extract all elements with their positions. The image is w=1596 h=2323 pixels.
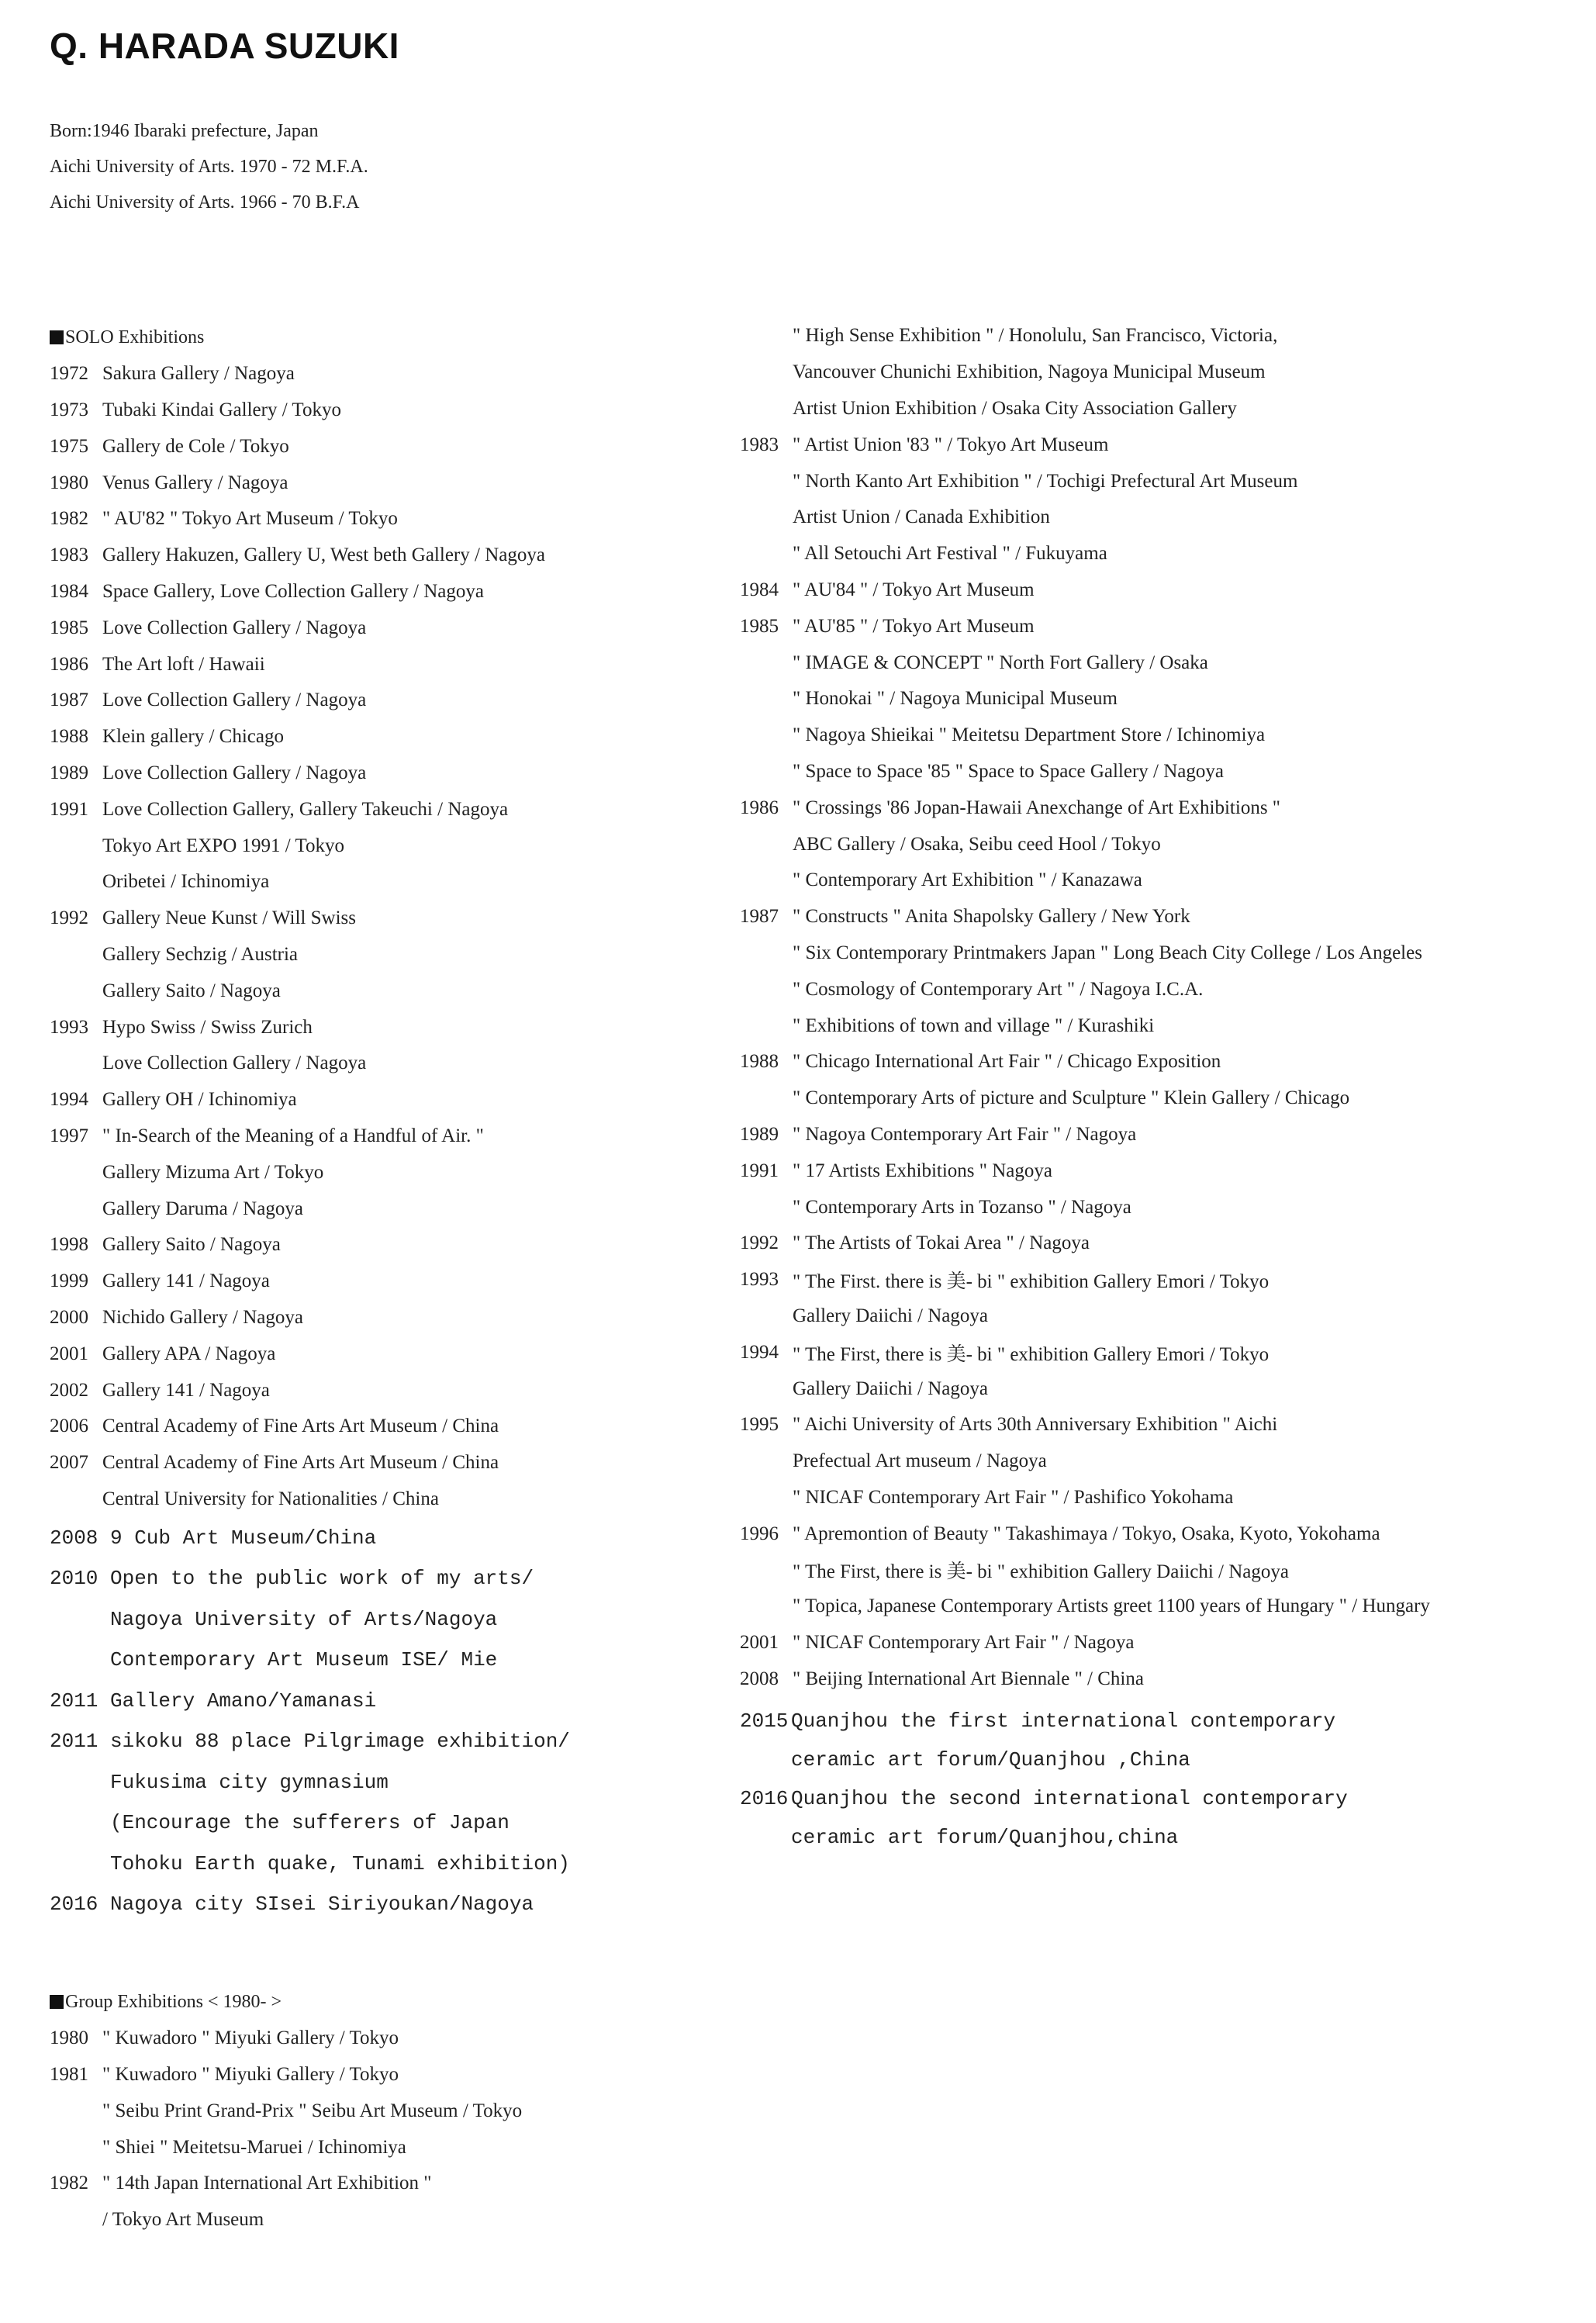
entry-text: / Tokyo Art Museum: [102, 2209, 264, 2231]
entry-text: Fukusima city gymnasium: [110, 1770, 389, 1794]
entry-year: 1986: [740, 797, 779, 818]
solo-list-late: [50, 1517, 763, 1924]
entry-text: Prefectual Art museum / Nagoya: [793, 1450, 1047, 1472]
group-exhibitions-continued: [740, 318, 1562, 1857]
entry-text: Gallery Saito / Nagoya: [102, 980, 281, 1001]
entry-year: 1998: [50, 1234, 88, 1256]
entry-year: 1994: [740, 1341, 779, 1363]
entry-text: Central Academy of Fine Arts Art Museum / China: [102, 1452, 499, 1474]
exhibition-entry: [740, 1262, 1562, 1298]
entry-year: 2016: [50, 1893, 98, 1917]
entry-year: 2011: [50, 1689, 98, 1713]
entry-year: 1992: [50, 907, 88, 929]
entry-text: Gallery Mizuma Art / Tokyo: [102, 1161, 324, 1183]
entry-year: 1991: [740, 1160, 779, 1181]
entry-text: " Crossings '86 Jopan-Hawaii Anexchange of Art Exhibitions ": [793, 797, 1281, 818]
entry-year: 1975: [50, 435, 88, 457]
exhibition-entry: [50, 1640, 763, 1681]
exhibition-entry: [50, 392, 763, 429]
exhibition-entry: [50, 356, 763, 392]
entry-year: 2011: [50, 1730, 98, 1754]
entry-text: Love Collection Gallery / Nagoya: [102, 617, 367, 638]
exhibition-entry: [50, 610, 763, 646]
entry-year: 1992: [740, 1232, 779, 1254]
entry-year: 2000: [50, 1306, 88, 1328]
entry-text: " NICAF Contemporary Art Fair " / Pashifico Yokohama: [793, 1486, 1234, 1508]
exhibition-entry: [50, 1803, 763, 1844]
entry-year: 1988: [50, 726, 88, 748]
entry-text: Nagoya city SIsei Siriyoukan/Nagoya: [110, 1893, 534, 1917]
exhibition-entry: [740, 1552, 1562, 1588]
entry-text: Gallery OH / Ichinomiya: [102, 1089, 297, 1111]
exhibition-entry: [50, 1118, 763, 1155]
exhibition-entry: [740, 1741, 1562, 1779]
entry-text: " Beijing International Art Biennale " / China: [793, 1668, 1144, 1689]
exhibition-entry: [740, 1407, 1562, 1443]
entry-year: 1997: [50, 1125, 88, 1146]
entry-year: 1983: [50, 544, 88, 566]
solo-list: [50, 356, 763, 1518]
exhibition-entry: [50, 2057, 522, 2093]
entry-year: 1991: [50, 798, 88, 820]
entry-text: Artist Union / Canada Exhibition: [793, 506, 1050, 528]
exhibition-entry: [50, 646, 763, 683]
entry-text: Gallery Daiichi / Nagoya: [793, 1378, 988, 1399]
exhibition-entry: [50, 1721, 763, 1762]
exhibition-entry: [50, 1009, 763, 1046]
entry-year: 1996: [740, 1523, 779, 1544]
exhibition-entry: [740, 1779, 1562, 1818]
entry-text: ceramic art forum/Quanjhou ,China: [791, 1748, 1190, 1772]
entry-text: Central University for Nationalities / China: [102, 1488, 439, 1509]
entry-year: 1993: [50, 1016, 88, 1038]
entry-text: " North Kanto Art Exhibition " / Tochigi Prefectural Art Museum: [793, 470, 1298, 492]
entry-text: Love Collection Gallery / Nagoya: [102, 690, 367, 711]
exhibition-entry: [740, 427, 1562, 463]
group-title: Group Exhibitions < 1980- >: [65, 1991, 282, 2012]
exhibition-entry: [50, 828, 763, 864]
exhibition-entry: [740, 1334, 1562, 1371]
exhibition-entry: [740, 1080, 1562, 1117]
bio-line: Aichi University of Arts. 1966 - 70 B.F.A: [50, 192, 360, 213]
entry-text: " Shiei " Meitetsu-Maruei / Ichinomiya: [102, 2136, 406, 2158]
entry-year: 1986: [50, 653, 88, 675]
entry-text: Love Collection Gallery / Nagoya: [102, 762, 367, 783]
entry-text: " AU'85 " / Tokyo Art Museum: [793, 615, 1035, 637]
exhibition-entry: [50, 973, 763, 1009]
entry-text: Quanjhou the second international contemporary: [791, 1787, 1348, 1811]
entry-text: Gallery Daruma / Nagoya: [102, 1198, 303, 1219]
entry-text: " Aichi University of Arts 30th Anniversary Exhibition " Aichi: [793, 1414, 1278, 1436]
exhibition-entry: [50, 1300, 763, 1336]
exhibition-entry: [50, 2129, 522, 2166]
entry-year: 1973: [50, 399, 88, 420]
exhibition-entry: [50, 1445, 763, 1481]
group-list: [50, 2021, 522, 2238]
entry-text: " High Sense Exhibition " / Honolulu, San Francisco, Victoria,: [793, 325, 1278, 347]
exhibition-entry: [50, 683, 763, 719]
exhibition-entry: [740, 681, 1562, 717]
entry-year: 1985: [740, 615, 779, 637]
entry-year: 2010: [50, 1567, 98, 1591]
exhibition-entry: [50, 2021, 522, 2057]
entry-text: Gallery de Cole / Tokyo: [102, 435, 289, 457]
exhibition-entry: [50, 1046, 763, 1082]
entry-text: " Cosmology of Contemporary Art " / Nagoya I.C.A.: [793, 978, 1204, 1000]
entry-year: 1989: [50, 762, 88, 783]
entry-year: 1972: [50, 363, 88, 385]
exhibition-entry: [50, 465, 763, 501]
exhibition-entry: [740, 1516, 1562, 1552]
entry-text: ABC Gallery / Osaka, Seibu ceed Hool / Tokyo: [793, 833, 1161, 855]
exhibition-entry: [50, 1680, 763, 1721]
entry-text: Gallery Saito / Nagoya: [102, 1234, 281, 1256]
exhibition-entry: [740, 935, 1562, 972]
entry-text: " 17 Artists Exhibitions " Nagoya: [793, 1160, 1052, 1181]
entry-text: Oribetei / Ichinomiya: [102, 871, 270, 893]
entry-year: 1983: [740, 434, 779, 455]
entry-text: Nagoya University of Arts/Nagoya: [110, 1607, 498, 1631]
exhibition-entry: [740, 608, 1562, 645]
exhibition-entry: [50, 1336, 763, 1372]
entry-text: " Six Contemporary Printmakers Japan " Long Beach City College / Los Angeles: [793, 942, 1422, 963]
entry-year: 1987: [740, 906, 779, 928]
entry-year: 1989: [740, 1123, 779, 1145]
exhibition-entry: [740, 1480, 1562, 1516]
exhibition-entry: [740, 754, 1562, 790]
entry-text: " Topica, Japanese Contemporary Artists greet 1100 years of Hungary " / Hungary: [793, 1595, 1430, 1617]
entry-year: 1994: [50, 1089, 88, 1111]
artist-name: Q. HARADA SUZUKI: [50, 26, 399, 66]
exhibition-entry: [740, 899, 1562, 935]
exhibition-entry: [740, 645, 1562, 681]
entry-text: Artist Union Exhibition / Osaka City Association Gallery: [793, 397, 1237, 419]
entry-year: 2008: [50, 1526, 98, 1550]
solo-exhibitions: [50, 320, 763, 1924]
entry-text: " Exhibitions of town and village " / Kurashiki: [793, 1015, 1155, 1036]
entry-text: " 14th Japan International Art Exhibition ": [102, 2173, 432, 2194]
entry-year: 2002: [50, 1379, 88, 1401]
exhibition-entry: [740, 1443, 1562, 1480]
entry-text: " Kuwadoro " Miyuki Gallery / Tokyo: [102, 2063, 399, 2085]
entry-text: Tokyo Art EXPO 1991 / Tokyo: [102, 835, 345, 856]
entry-text: " NICAF Contemporary Art Fair " / Nagoya: [793, 1632, 1135, 1654]
entry-year: 1985: [50, 617, 88, 638]
entry-year: 1984: [740, 579, 779, 600]
entry-text: " Contemporary Arts in Tozanso " / Nagoya: [793, 1196, 1131, 1218]
exhibition-entry: [740, 500, 1562, 536]
exhibition-entry: [50, 1517, 763, 1558]
group-section-title: [50, 1984, 522, 2021]
exhibition-entry: [740, 826, 1562, 862]
exhibition-entry: [50, 719, 763, 755]
entry-text: Nichido Gallery / Nagoya: [102, 1306, 303, 1328]
entry-text: " IMAGE & CONCEPT " North Fort Gallery / Osaka: [793, 652, 1208, 673]
solo-section-title: [50, 320, 763, 356]
entry-year: 1982: [50, 2173, 88, 2194]
entry-year: 2016: [740, 1787, 789, 1811]
entry-text: " The First, there is 美- bi " exhibition Gallery Emori / Tokyo: [793, 1343, 1270, 1365]
entry-text: The Art loft / Hawaii: [102, 653, 265, 675]
entry-text: " Contemporary Art Exhibition " / Kanazawa: [793, 869, 1142, 891]
bio-line: Aichi University of Arts. 1970 - 72 M.F.A.: [50, 157, 368, 177]
exhibition-entry: [740, 717, 1562, 754]
entry-year: 2007: [50, 1452, 88, 1474]
exhibition-entry: [50, 1372, 763, 1409]
entry-year: 2001: [50, 1343, 88, 1364]
exhibition-entry: [50, 1154, 763, 1191]
exhibition-entry: [50, 1409, 763, 1445]
entry-year: 1988: [740, 1051, 779, 1073]
exhibition-entry: [740, 1189, 1562, 1225]
exhibition-entry: [50, 501, 763, 538]
exhibition-entry: [740, 1298, 1562, 1335]
entry-text: Quanjhou the first international contemporary: [791, 1709, 1336, 1734]
exhibition-entry: [50, 755, 763, 792]
exhibition-entry: [50, 1263, 763, 1300]
entry-year: 1993: [740, 1269, 779, 1291]
exhibition-entry: [50, 1761, 763, 1803]
entry-year: 2006: [50, 1416, 88, 1437]
exhibition-entry: [740, 971, 1562, 1008]
entry-year: 2001: [740, 1632, 779, 1654]
entry-year: 1984: [50, 580, 88, 602]
exhibition-entry: [740, 354, 1562, 391]
entry-text: " AU'84 " / Tokyo Art Museum: [793, 579, 1035, 600]
exhibition-entry: [740, 391, 1562, 427]
entry-text: " AU'82 " Tokyo Art Museum / Tokyo: [102, 508, 398, 530]
exhibition-entry: [50, 2166, 522, 2202]
entry-text: " Seibu Print Grand-Prix " Seibu Art Museum / Tokyo: [102, 2100, 523, 2121]
entry-text: Gallery Sechzig / Austria: [102, 943, 299, 965]
square-bullet-icon: [50, 330, 64, 344]
exhibition-entry: [740, 790, 1562, 826]
entry-year: 1999: [50, 1270, 88, 1292]
entry-year: 1982: [50, 508, 88, 530]
entry-text: Open to the public work of my arts/: [110, 1567, 534, 1591]
entry-text: " Nagoya Contemporary Art Fair " / Nagoya: [793, 1123, 1137, 1145]
entry-year: 2015: [740, 1709, 789, 1734]
exhibition-entry: [740, 1588, 1562, 1625]
entry-text: Klein gallery / Chicago: [102, 726, 284, 748]
entry-year: 1987: [50, 690, 88, 711]
solo-title: SOLO Exhibitions: [65, 327, 205, 347]
square-bullet-icon: [50, 1995, 64, 2009]
entry-text: Love Collection Gallery, Gallery Takeuchi / Nagoya: [102, 798, 509, 820]
entry-text: Venus Gallery / Nagoya: [102, 472, 288, 493]
entry-text: Love Collection Gallery / Nagoya: [102, 1053, 367, 1074]
entry-text: 9 Cub Art Museum/China: [110, 1526, 377, 1550]
exhibition-entry: [50, 428, 763, 465]
entry-year: 2008: [740, 1668, 779, 1689]
entry-year: 1995: [740, 1414, 779, 1436]
exhibition-entry: [740, 1625, 1562, 1661]
entry-text: " The First. there is 美- bi " exhibition Gallery Emori / Tokyo: [793, 1271, 1270, 1293]
exhibition-entry: [740, 1661, 1562, 1697]
entry-text: " Contemporary Arts of picture and Sculpture " Klein Gallery / Chicago: [793, 1087, 1350, 1109]
exhibition-entry: [740, 1117, 1562, 1153]
entry-text: " Apremontion of Beauty " Takashimaya / Tokyo, Osaka, Kyoto, Yokohama: [793, 1523, 1380, 1544]
entry-text: " Constructs " Anita Shapolsky Gallery / New York: [793, 906, 1190, 928]
entry-text: (Encourage the sufferers of Japan: [110, 1811, 510, 1835]
exhibition-entry: [50, 574, 763, 610]
entry-text: Gallery 141 / Nagoya: [102, 1379, 270, 1401]
group-list-continued: [740, 318, 1562, 1697]
entry-text: " Kuwadoro " Miyuki Gallery / Tokyo: [102, 2027, 399, 2049]
exhibition-entry: [740, 318, 1562, 354]
exhibition-entry: [50, 1843, 763, 1884]
exhibition-entry: [740, 1225, 1562, 1262]
exhibition-entry: [50, 1227, 763, 1263]
exhibition-entry: [740, 1371, 1562, 1407]
entry-text: " Nagoya Shieikai " Meitetsu Department Store / Ichinomiya: [793, 724, 1266, 746]
entry-text: Tohoku Earth quake, Tunami exhibition): [110, 1851, 570, 1875]
exhibition-entry: [50, 901, 763, 937]
entry-text: " Space to Space '85 " Space to Space Gallery / Nagoya: [793, 760, 1224, 782]
exhibition-entry: [50, 864, 763, 901]
group-list-late: [740, 1702, 1562, 1857]
exhibition-entry: [50, 937, 763, 973]
entry-text: Sakura Gallery / Nagoya: [102, 363, 295, 385]
exhibition-entry: [740, 463, 1562, 500]
exhibition-entry: [740, 862, 1562, 899]
exhibition-entry: [50, 2202, 522, 2238]
entry-text: Space Gallery, Love Collection Gallery / Nagoya: [102, 580, 484, 602]
exhibition-entry: [50, 1481, 763, 1518]
entry-year: 1981: [50, 2063, 88, 2085]
entry-year: 1980: [50, 472, 88, 493]
exhibition-entry: [50, 1191, 763, 1227]
exhibition-entry: [740, 1044, 1562, 1080]
entry-text: " In-Search of the Meaning of a Handful of Air. ": [102, 1125, 484, 1146]
entry-text: " All Setouchi Art Festival " / Fukuyama: [793, 543, 1107, 565]
exhibition-entry: [50, 1884, 763, 1925]
entry-text: sikoku 88 place Pilgrimage exhibition/: [110, 1730, 570, 1754]
entry-text: Contemporary Art Museum ISE/ Mie: [110, 1648, 498, 1672]
exhibition-entry: [50, 1082, 763, 1118]
exhibition-entry: [740, 536, 1562, 572]
entry-text: " Chicago International Art Fair " / Chicago Exposition: [793, 1051, 1221, 1073]
entry-text: " The Artists of Tokai Area " / Nagoya: [793, 1232, 1090, 1254]
exhibition-entry: [50, 1558, 763, 1599]
exhibition-entry: [50, 791, 763, 828]
exhibition-entry: [740, 1818, 1562, 1857]
entry-text: Central Academy of Fine Arts Art Museum / China: [102, 1416, 499, 1437]
exhibition-entry: [740, 572, 1562, 609]
entry-text: Tubaki Kindai Gallery / Tokyo: [102, 399, 341, 420]
entry-text: " Artist Union '83 " / Tokyo Art Museum: [793, 434, 1109, 455]
entry-text: " Honokai " / Nagoya Municipal Museum: [793, 688, 1118, 710]
entry-text: Gallery 141 / Nagoya: [102, 1270, 270, 1292]
exhibition-entry: [740, 1153, 1562, 1189]
exhibition-entry: [740, 1702, 1562, 1741]
exhibition-entry: [50, 1599, 763, 1640]
entry-text: Gallery Amano/Yamanasi: [110, 1689, 377, 1713]
entry-text: ceramic art forum/Quanjhou,china: [791, 1826, 1179, 1850]
entry-text: Gallery Daiichi / Nagoya: [793, 1305, 988, 1326]
bio-block: [50, 113, 368, 220]
entry-text: " The First, there is 美- bi " exhibition Gallery Daiichi / Nagoya: [793, 1561, 1289, 1583]
exhibition-entry: [50, 2093, 522, 2129]
group-exhibitions: [50, 1984, 522, 2238]
exhibition-entry: [50, 538, 763, 574]
bio-line: Born:1946 Ibaraki prefecture, Japan: [50, 121, 319, 141]
entry-text: Vancouver Chunichi Exhibition, Nagoya Municipal Museum: [793, 361, 1266, 383]
entry-text: Hypo Swiss / Swiss Zurich: [102, 1016, 313, 1038]
entry-text: Gallery Neue Kunst / Will Swiss: [102, 907, 356, 929]
entry-year: 1980: [50, 2027, 88, 2049]
entry-text: Gallery Hakuzen, Gallery U, West beth Gallery / Nagoya: [102, 544, 545, 566]
exhibition-entry: [740, 1008, 1562, 1044]
entry-text: Gallery APA / Nagoya: [102, 1343, 276, 1364]
